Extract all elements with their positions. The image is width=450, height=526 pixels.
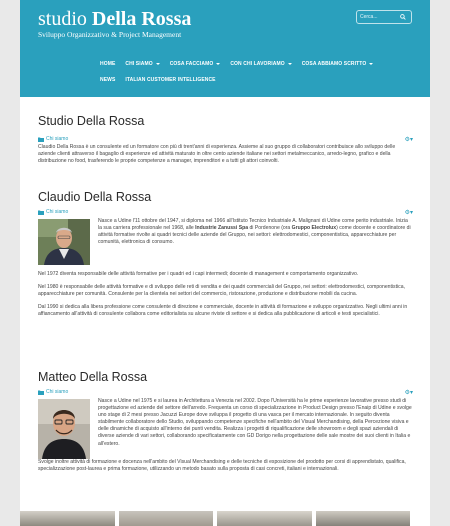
nav-item-cosa-abbiamo-scritto[interactable] xyxy=(302,60,384,76)
nav-item-home[interactable] xyxy=(100,60,125,76)
site-tagline: Sviluppo Organizzativo & Project Management xyxy=(38,30,182,39)
nav-label: COSA ABBIAMO SCRITTO xyxy=(301,61,367,67)
search-icon[interactable] xyxy=(400,14,406,20)
article-paragraph: Claudio Della Rossa è un consulente ed un formatore con più di trent'anni di esperienza. Assieme al suo gruppo di collaboratori contribuisce allo sviluppo delle aziende clienti attraverso il bagaglio di esperienze ed attività maturato in oltre cento aziende italiane nei settori metalmeccanico, arredo-legno, grafico e della distribuzione no food, trasferendo le proprie competenze a manager, imprenditori e a tutti gli attori coinvolti. xyxy=(38,144,396,165)
gear-icon[interactable]: ⚙▾ xyxy=(404,209,413,216)
main-nav xyxy=(100,60,400,92)
folder-icon xyxy=(38,137,44,142)
article-paragraph: Nel 1980 è responsabile delle attività formative e di sviluppo delle reti di vendita e dei quadri commerciali del Gruppo, nei settori: elettrodomestici, componentistica, apparecchiature per comunità. Consulente per la clientela nei settori del commercio, ristorazione, produzione e distribuzione mobili da cucina. xyxy=(38,284,405,298)
article-claudio xyxy=(38,189,413,371)
nav-item-cosa-facciamo[interactable] xyxy=(170,60,231,76)
article-title[interactable]: Studio Della Rossa xyxy=(38,114,145,128)
folder-icon xyxy=(38,210,44,215)
portrait-photo xyxy=(38,219,90,265)
site-title-light: studio xyxy=(38,8,92,30)
caret-down-icon xyxy=(216,63,220,65)
nav-item-news[interactable] xyxy=(100,76,125,92)
gallery-thumbnail[interactable] xyxy=(217,511,312,526)
article-paragraph: Svolge inoltre attività di formazione e docenza nell'ambito del Visual Merchandising e delle tecniche di esposizione del prodotto per corsi di apprendistato, qualifica, specializzazione post-laurea e prima formazione, utilizzando un metodo basato sulla proposta di casi concreti, italiani e internazionali. xyxy=(38,459,406,473)
article-paragraph: Nel 1972 diventa responsabile delle attività formative per i quadri ed i capi intermedi; docente di management e comportamento organizzativo. xyxy=(38,271,359,277)
folder-icon xyxy=(38,390,44,395)
nav-label: HOME xyxy=(100,61,116,67)
nav-item-chi-siamo[interactable] xyxy=(125,60,169,76)
nav-item-italian-customer-intelligence[interactable] xyxy=(125,76,225,92)
article-studio xyxy=(38,113,413,195)
gallery-thumbnail[interactable] xyxy=(316,511,411,526)
article-category[interactable] xyxy=(38,209,413,215)
site-brand[interactable] xyxy=(38,8,191,39)
nav-label: CON CHI LAVORIAMO xyxy=(230,61,285,67)
article-title[interactable]: Matteo Della Rossa xyxy=(38,370,148,384)
page xyxy=(20,0,430,526)
nav-item-con-chi-lavoriamo[interactable] xyxy=(230,60,301,76)
article-category-label: Chi siamo xyxy=(46,389,69,395)
nav-label: NEWS xyxy=(100,77,116,83)
site-title-bold: Della Rossa xyxy=(91,8,192,30)
article-category-label: Chi siamo xyxy=(46,136,69,142)
gallery-thumbnail[interactable] xyxy=(119,511,214,526)
search-box[interactable] xyxy=(356,10,412,24)
article-title[interactable]: Claudio Della Rossa xyxy=(38,190,152,204)
article-category[interactable] xyxy=(38,136,413,142)
article-matteo xyxy=(38,369,413,473)
site-header xyxy=(20,0,430,97)
caret-down-icon xyxy=(288,63,292,65)
caret-down-icon xyxy=(369,63,373,65)
portrait-photo xyxy=(38,399,90,459)
nav-label: CHI SIAMO xyxy=(125,61,153,67)
article-paragraph: Nasce a Udine l'11 ottobre del 1947, si diploma nel 1966 all'Istituto Tecnico Industriale A. Malignani di Udine come perito industriale. Inizia la sua carriera professionale nel 1968, alle Industrie Zanussi Spa di Pordenone (ora Gruppo Electrolux) come docente e coordinatore di attività formative rivolte ai quadri tecnici delle aziende del Gruppo, nei settori: elettrodomestici, componentistica, apparecchiature per comunità, elettronica di consumo. xyxy=(98,218,411,246)
gallery-strip xyxy=(20,511,410,526)
article-category[interactable] xyxy=(38,389,413,395)
search-input[interactable] xyxy=(360,12,400,22)
article-category-label: Chi siamo xyxy=(46,209,69,215)
caret-down-icon xyxy=(156,63,160,65)
main-content xyxy=(38,113,413,473)
article-paragraph: Dal 1990 si dedica alla libera professione come consulente di direzione e commerciale, docente in attività di formazione e sviluppo organizzativo. Negli ultimi anni in affiancamento all'attività di consulente collabora come editorialista su alcune riviste di settore e si dedica alla pubblicazione di articoli e testi specialistici. xyxy=(38,304,408,318)
gear-icon[interactable]: ⚙▾ xyxy=(404,389,413,396)
article-paragraph: Nasce a Udine nel 1975 e si laurea in Architettura a Venezia nel 2002. Dopo l'Università ha le prime esperienze lavorative presso studi di progettazione ed aziende del settore dell'arredo. Frequenta un corso di specializzazione in Product Design presso l'Enaip di Udine e svolge uno stage di 2 mesi presso Jacuzzi Europe dove sviluppa il progetto di una vasca per il mercato internazionale. In seguito diventa stabilmente collaboratore dello Studio, sviluppando competenze specifiche nell'ambito del Visual Merchandising, della Percezione visiva e delle dinamiche di acquisto all'interno dei punti vendita. Realizza i progetti di riqualificazione delle showroom e degli spazi aziendali di diverse aziende di vari settori, collaborando specificatamente con GD Dorigo nella progettazione delle sale mostre dei suoi clienti in Italia e all'estero. xyxy=(98,398,412,447)
nav-label: ITALIAN CUSTOMER INTELLIGENCE xyxy=(125,77,216,83)
gallery-thumbnail[interactable] xyxy=(20,511,115,526)
gear-icon[interactable]: ⚙▾ xyxy=(404,136,413,143)
site-title[interactable] xyxy=(38,8,191,30)
nav-label: COSA FACCIAMO xyxy=(169,61,214,67)
